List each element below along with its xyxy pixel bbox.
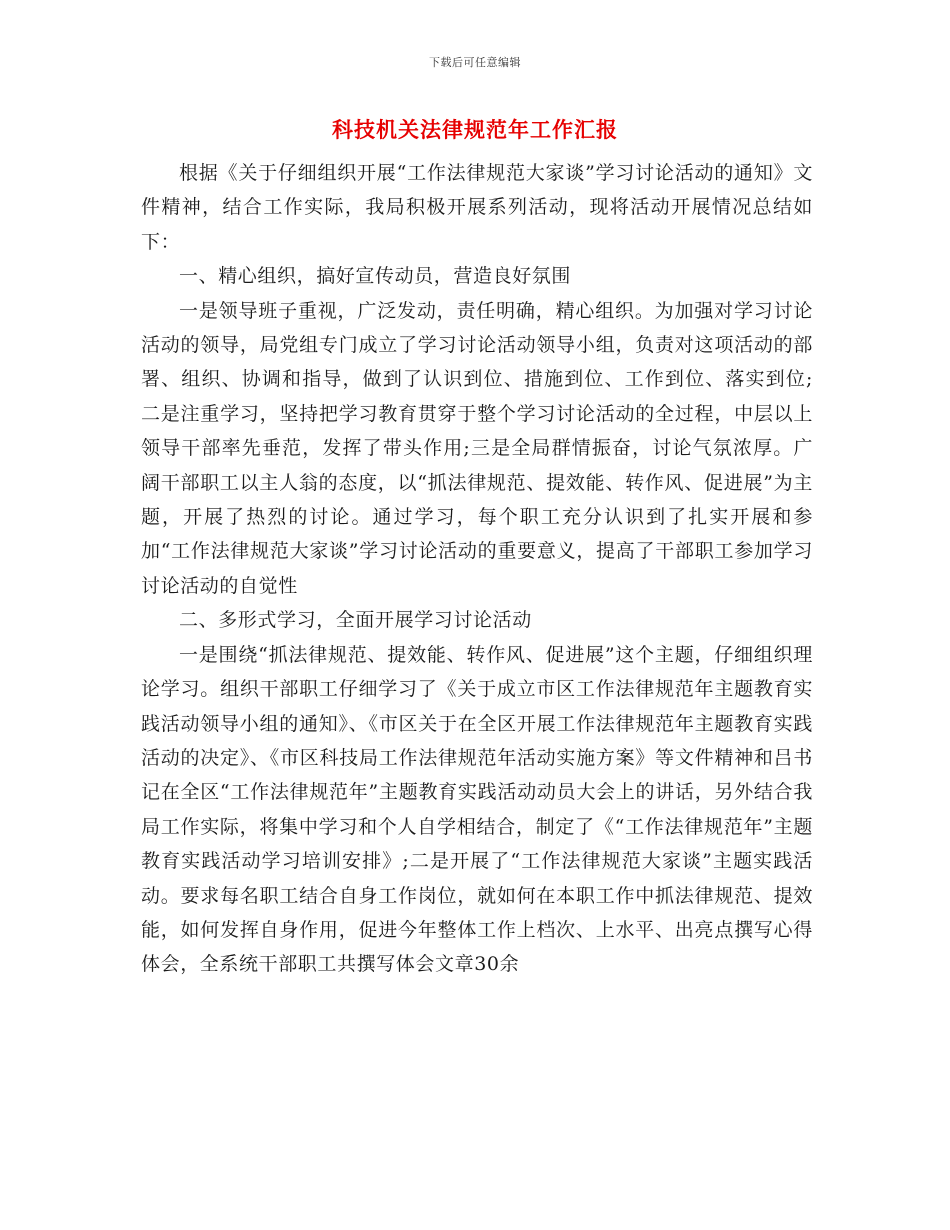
paragraph-section-2: 一是围绕“抓法律规范、提效能、转作风、促进展”这个主题，仔细组织理论学习。组织干部职工仔细学习了《关于成立市区工作法律规范年主题教育实践活动领导小组的通知》、《市区关于在全区开展工作法律规范年主题教育实践活动的决定》、《市区科技局工作法律规范年活动实施方案》等文件精神和吕书记在全区“工作法律规范年”主题教育实践活动动员大会上的讲话，另外结合我局工作实际，将集中学习和个人自学相结合，制定了《“工作法律规范年”主题教育实践活动学习培训安排》;二是开展了“工作法律规范大家谈”主题实践活动。要求每名职工结合自身工作岗位，就如何在本职工作中抓法律规范、提效能，如何发挥自身作用，促进今年整体工作上档次、上水平、出亮点撰写心得体会，全系统干部职工共撰写体会文章30余 (141, 643, 813, 976)
header-note: 下载后可任意编辑 (429, 56, 521, 69)
document-title: 科技机关法律规范年工作汇报 (332, 117, 618, 142)
document-body (141, 156, 813, 982)
section-heading-2: 二、多形式学习，全面开展学习讨论活动 (179, 609, 532, 632)
paragraph-intro: 根据《关于仔细组织开展“工作法律规范大家谈”学习讨论活动的通知》文件精神，结合工作实际，我局积极开展系列活动，现将活动开展情况总结如下： (141, 162, 813, 253)
paragraph-section-1: 一是领导班子重视，广泛发动，责任明确，精心组织。为加强对学习讨论活动的领导，局党组专门成立了学习讨论活动领导小组，负责对这项活动的部署、组织、协调和指导，做到了认识到位、措施到位、工作到位、落实到位;二是注重学习，坚持把学习教育贯穿于整个学习讨论活动的全过程，中层以上领导干部率先垂范，发挥了带头作用;三是全局群情振奋，讨论气氛浓厚。广阔干部职工以主人翁的态度，以“抓法律规范、提效能、转作风、促进展”为主题，开展了热烈的讨论。通过学习，每个职工充分认识到了扎实开展和参加“工作法律规范大家谈”学习讨论活动的重要意义，提高了干部职工参加学习讨论活动的自觉性 (141, 299, 813, 597)
section-heading-1: 一、精心组织，搞好宣传动员，营造良好氛围 (179, 265, 572, 288)
